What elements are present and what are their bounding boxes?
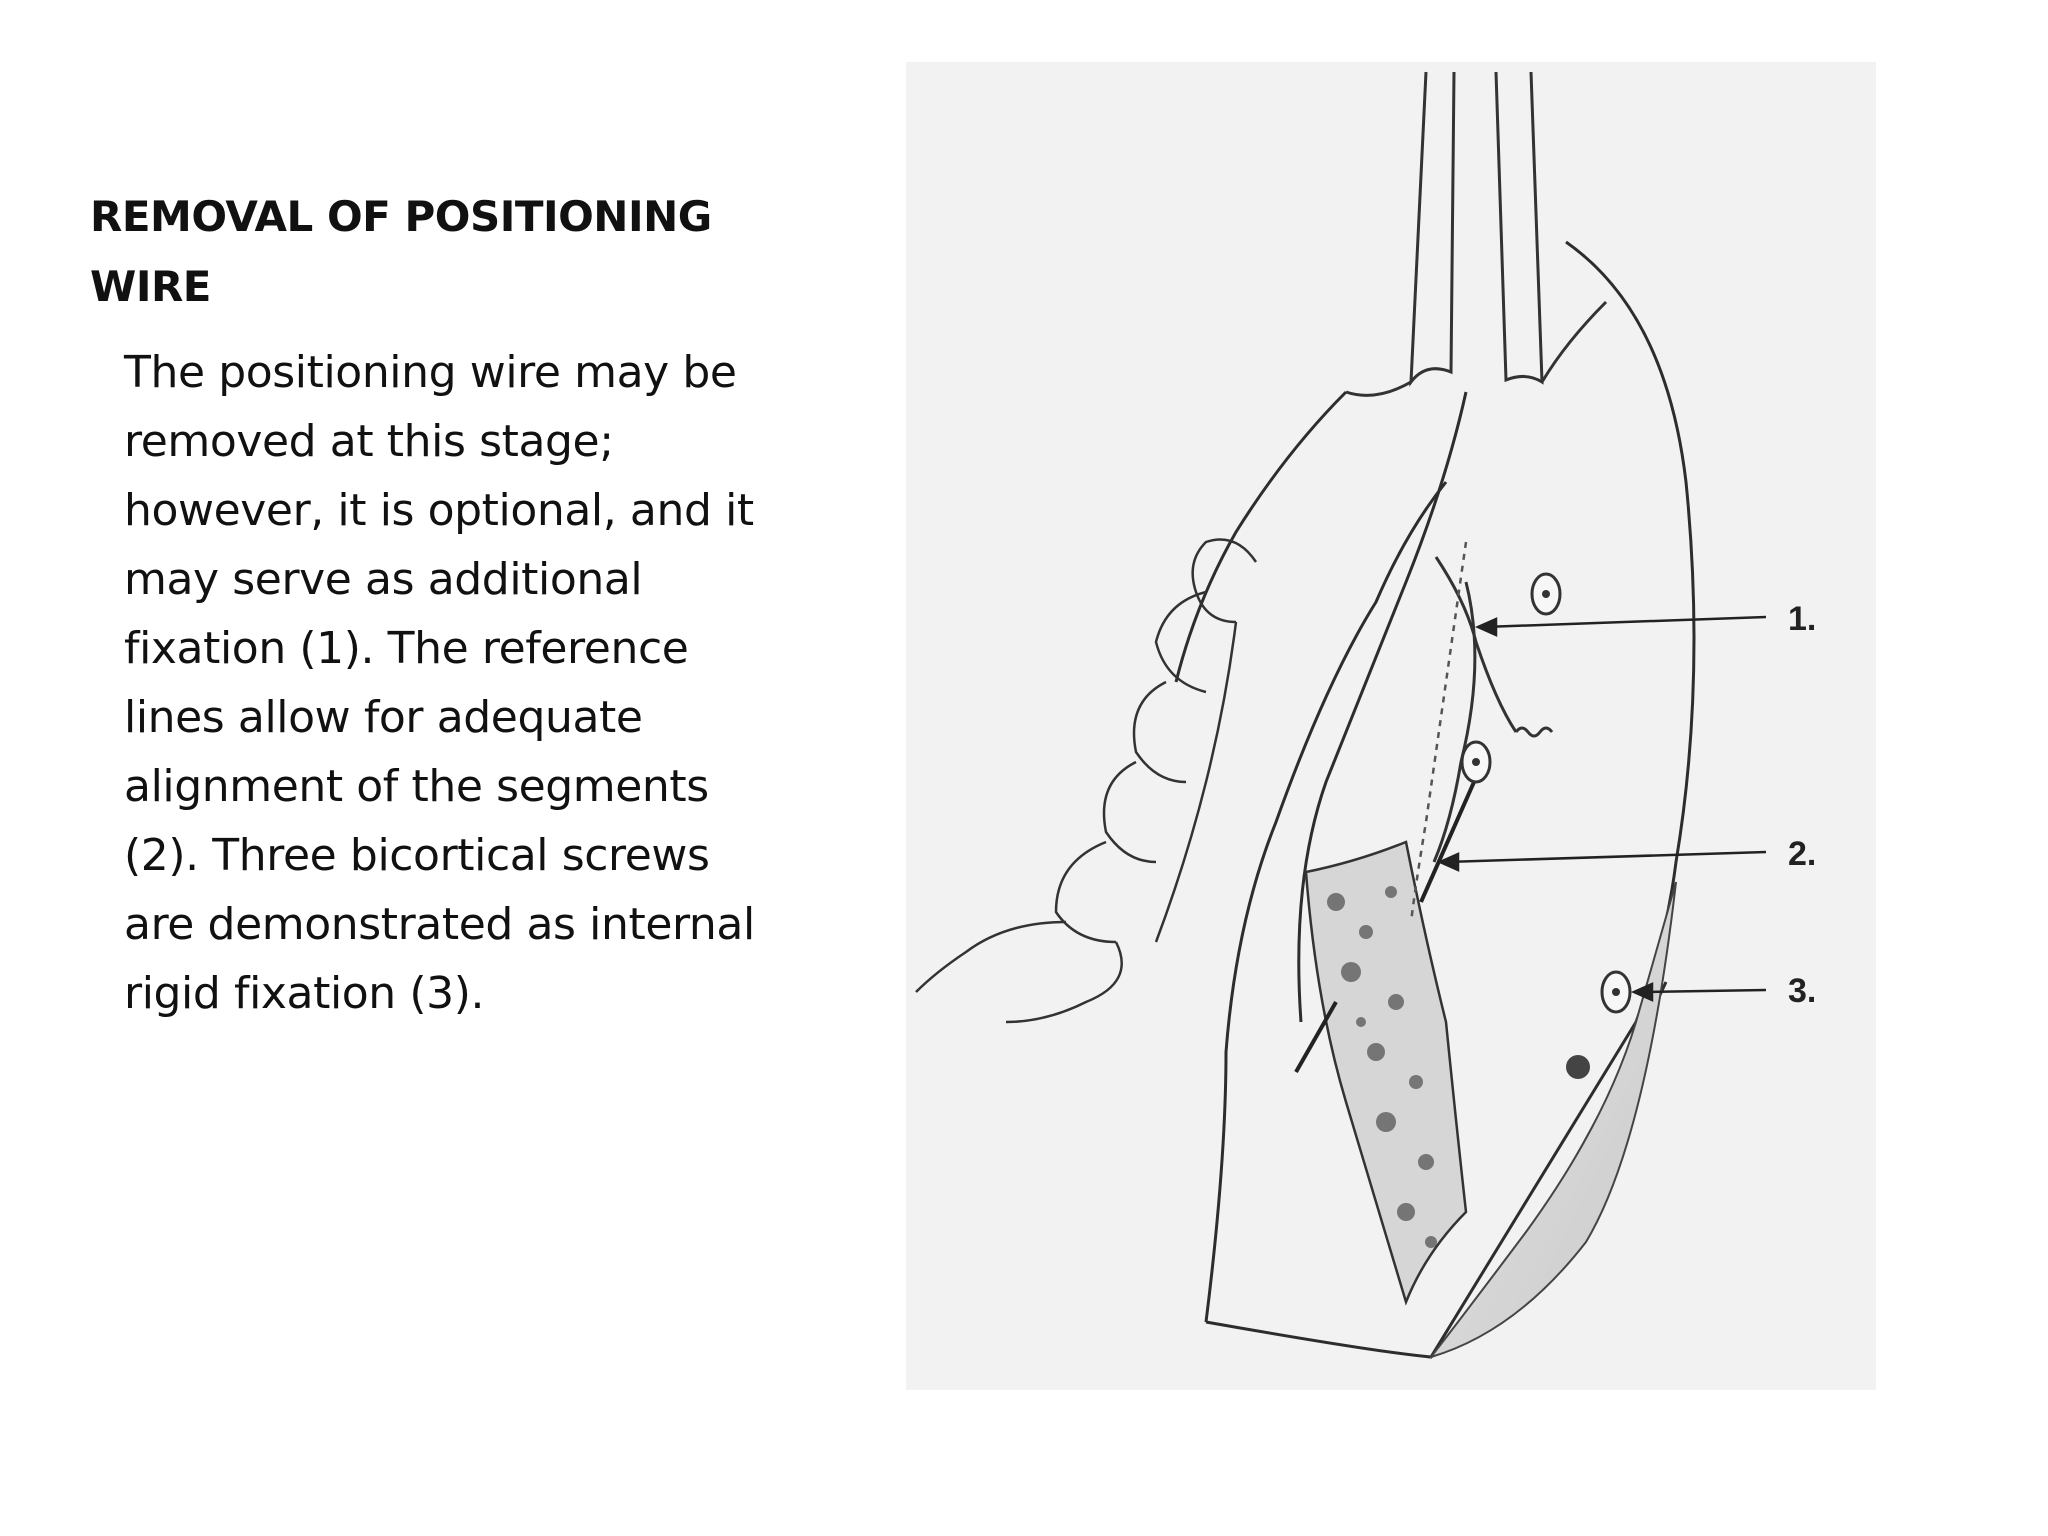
callout-label-2: 2. <box>1788 835 1817 873</box>
slide-body-text: The positioning wire may be removed at this stage; however, it is optional, and it may serve as additional fixation (1). The reference lines allow for adequate alignment of the segments (2). Three bicortical screws are demonstrated as internal rigid fixation (3). <box>124 347 755 1019</box>
mandible-drawing <box>906 62 1876 1390</box>
callout-label-3: 3. <box>1788 972 1817 1010</box>
surgical-illustration <box>906 62 1876 1390</box>
slide-title: REMOVAL OF POSITIONING WIRE <box>90 192 712 311</box>
callout-label-1: 1. <box>1788 600 1817 638</box>
